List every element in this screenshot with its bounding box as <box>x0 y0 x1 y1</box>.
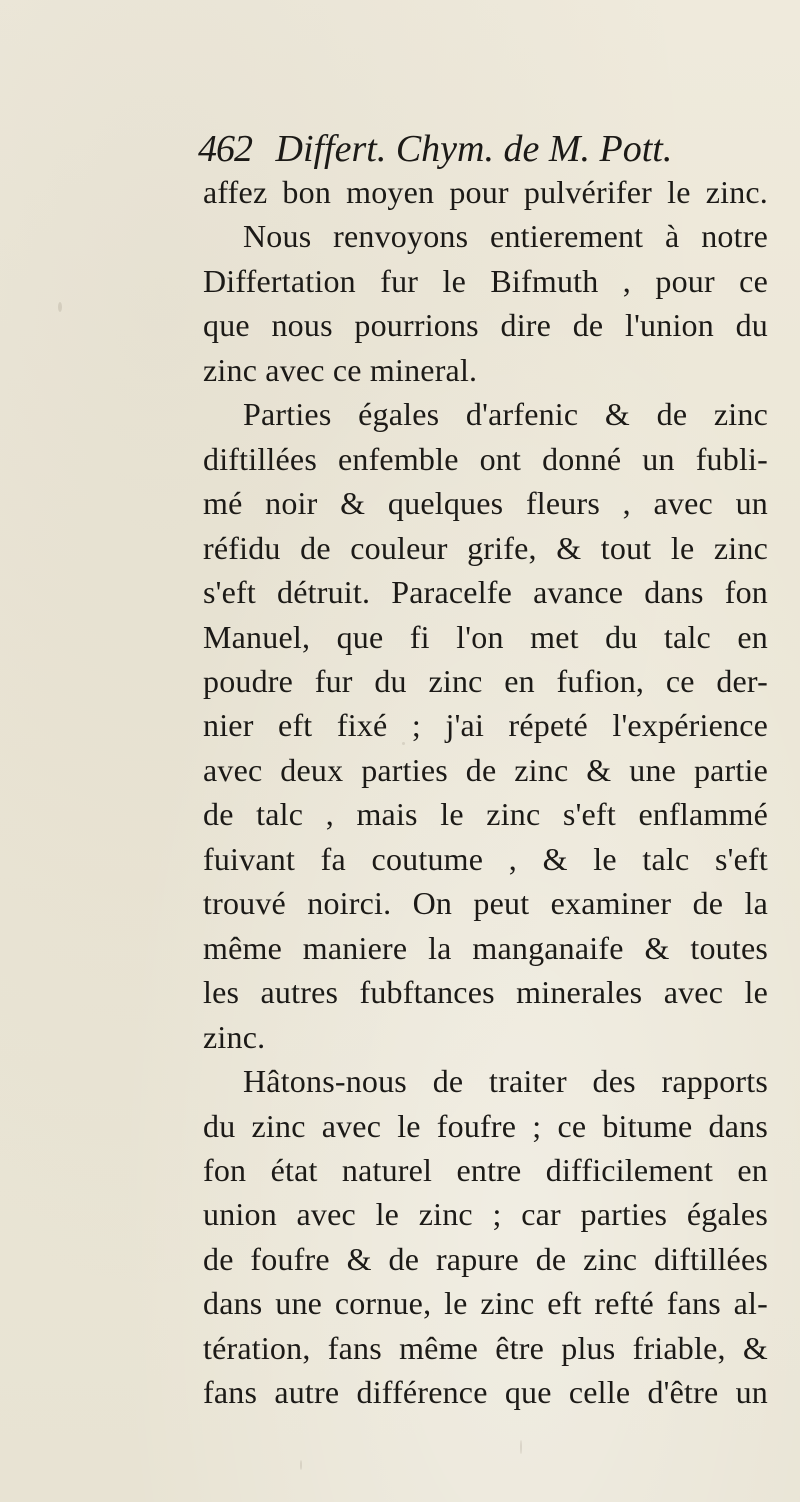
text-line: s'eft détruit. Paracelfe avance dans fon <box>203 574 768 610</box>
text-line: que nous pourrions dire de l'union du <box>203 307 768 343</box>
paper-speck <box>300 1460 302 1470</box>
text-line: diftillées enfemble ont donné un fubli- <box>203 441 768 477</box>
running-head: Differt. Chym. de M. Pott. <box>275 128 673 170</box>
text-line: avec deux parties de zinc & une partie <box>203 752 768 788</box>
paper-speck <box>520 1440 522 1454</box>
text-line: tération, fans même être plus friable, & <box>203 1330 768 1366</box>
text-line: même maniere la manganaife & toutes <box>203 930 768 966</box>
text-line: zinc. <box>203 1019 266 1055</box>
text-line: Nous renvoyons entierement à notre <box>243 218 768 254</box>
text-line: les autres fubftances minerales avec le <box>203 974 768 1010</box>
text-line: Differtation fur le Bifmuth , pour ce <box>203 263 768 299</box>
text-line: fuivant fa coutume , & le talc s'eft <box>203 841 768 877</box>
text-line: de talc , mais le zinc s'eft enflammé <box>203 796 768 832</box>
page-number: 462 <box>198 128 252 170</box>
text-line: de foufre & de rapure de zinc diftillées <box>203 1241 768 1277</box>
paper-speck <box>402 742 405 745</box>
text-line: fans autre différence que celle d'être un <box>203 1374 768 1410</box>
text-line: nier eft fixé ; j'ai répeté l'expérience <box>203 707 768 743</box>
text-line: zinc avec ce mineral. <box>203 352 478 388</box>
text-line: Manuel, que fi l'on met du talc en <box>203 619 768 655</box>
text-line: mé noir & quelques fleurs , avec un <box>203 485 768 521</box>
text-line: dans une cornue, le zinc eft refté fans al- <box>203 1285 768 1321</box>
text-line: réfidu de couleur grife, & tout le zinc <box>203 530 768 566</box>
text-line: Parties égales d'arfenic & de zinc <box>243 396 768 432</box>
paper-speck <box>58 302 62 312</box>
text-line: poudre fur du zinc en fufion, ce der- <box>203 663 768 699</box>
text-line: Hâtons-nous de traiter des rapports <box>243 1063 768 1099</box>
text-line: union avec le zinc ; car parties égales <box>203 1196 768 1232</box>
text-line: trouvé noirci. On peut examiner de la <box>203 885 768 921</box>
text-line: du zinc avec le foufre ; ce bitume dans <box>203 1108 768 1144</box>
page-header <box>198 124 718 174</box>
text-line: fon état naturel entre difficilement en <box>203 1152 768 1188</box>
text-line: affez bon moyen pour pulvérifer le zinc. <box>203 174 768 210</box>
